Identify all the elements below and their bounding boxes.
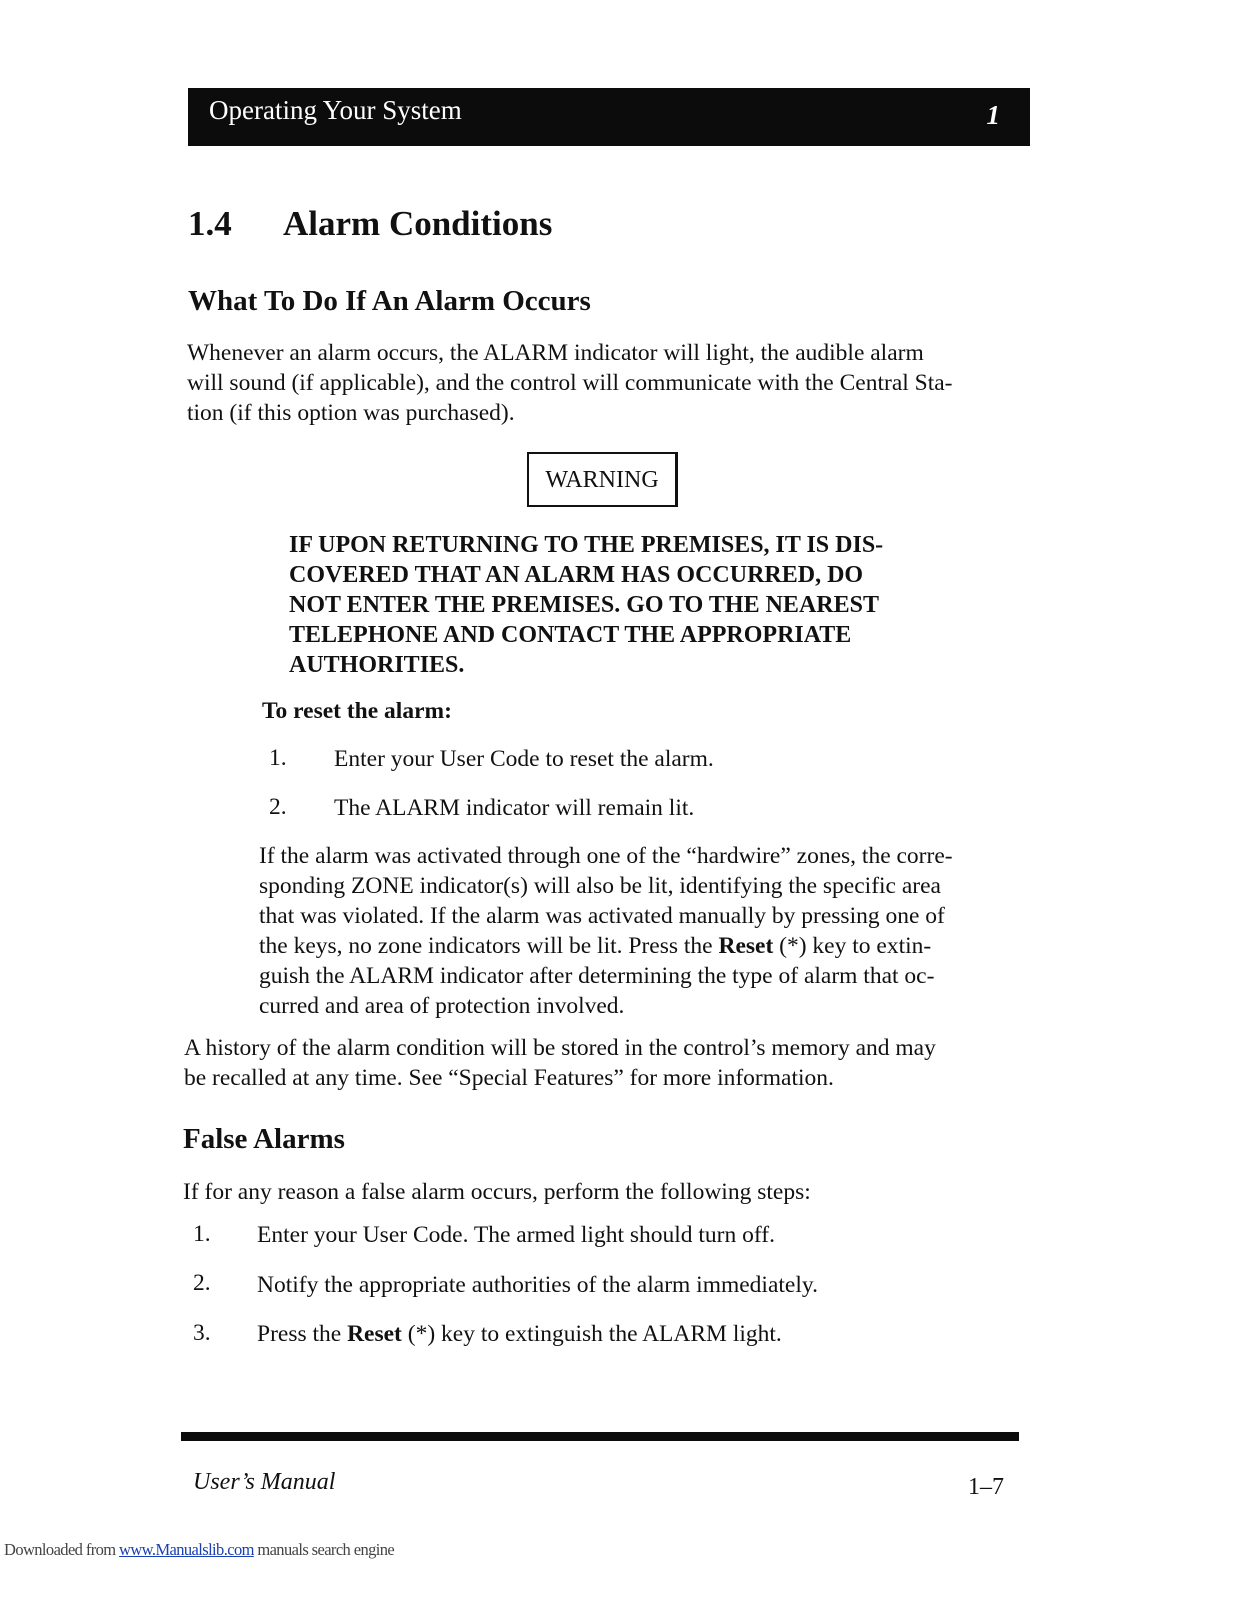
chapter-number: 1: [986, 100, 1000, 130]
chapter-header-bar: [188, 88, 1030, 146]
footer-page-number: 1–7: [968, 1474, 1004, 1500]
text-line: Whenever an alarm occurs, the ALARM indicator will light, the audible alarm: [187, 340, 924, 366]
text-line: guish the ALARM indicator after determining the type of alarm that oc-: [259, 963, 935, 989]
text-line: will sound (if applicable), and the control will communicate with the Central Sta-: [187, 370, 953, 396]
reset-step-number: 2.: [269, 794, 287, 820]
false-alarm-step-number: 2.: [193, 1270, 211, 1296]
source-link[interactable]: www.Manualslib.com: [119, 1540, 254, 1559]
reset-key-label: Reset: [718, 933, 774, 959]
false-alarm-step-number: 3.: [193, 1320, 211, 1346]
warning-line: IF UPON RETURNING TO THE PREMISES, IT IS DIS-: [289, 532, 884, 558]
false-alarm-step-number: 1.: [193, 1221, 211, 1247]
warning-line: AUTHORITIES.: [289, 652, 465, 678]
text-line: that was violated. If the alarm was activated manually by pressing one of: [259, 903, 945, 929]
text-line: curred and area of protection involved.: [259, 993, 625, 1019]
section-title: Alarm Conditions: [283, 204, 553, 243]
text-line: A history of the alarm condition will be stored in the control’s memory and may: [184, 1035, 936, 1061]
text-line: sponding ZONE indicator(s) will also be lit, identifying the specific area: [259, 873, 941, 899]
false-alarms-heading: False Alarms: [183, 1123, 345, 1155]
reset-step-text: Enter your User Code to reset the alarm.: [334, 746, 714, 772]
detail-paragraph: [259, 841, 1023, 1021]
reset-step-number: 1.: [269, 745, 287, 771]
chapter-header-title: Operating Your System: [209, 95, 462, 125]
reset-step-text: The ALARM indicator will remain lit.: [334, 795, 695, 821]
intro-paragraph: [187, 338, 1025, 428]
footer-manual-title: User’s Manual: [193, 1469, 336, 1495]
source-prefix: Downloaded from: [4, 1540, 120, 1559]
text-run: Press the: [257, 1321, 348, 1347]
warning-line: TELEPHONE AND CONTACT THE APPROPRIATE: [289, 622, 852, 648]
warning-text: [289, 530, 923, 680]
text-run: (*) key to extin-: [773, 933, 932, 959]
text-run: (*) key to extinguish the ALARM light.: [401, 1321, 782, 1347]
footer-rule: [181, 1432, 1019, 1441]
text-line: [259, 931, 1023, 961]
history-paragraph: [184, 1033, 1022, 1093]
warning-line: NOT ENTER THE PREMISES. GO TO THE NEAREST: [289, 592, 879, 618]
text-line: tion (if this option was purchased).: [187, 400, 515, 426]
warning-line: COVERED THAT AN ALARM HAS OCCURRED, DO: [289, 562, 864, 588]
reset-heading: To reset the alarm:: [262, 698, 452, 724]
false-alarms-intro: If for any reason a false alarm occurs, perform the following steps:: [183, 1179, 811, 1205]
false-alarm-step-text: [257, 1321, 782, 1348]
source-suffix: manuals search engine: [253, 1540, 395, 1559]
text-run: the keys, no zone indicators will be lit. Press the: [259, 933, 719, 959]
text-line: be recalled at any time. See “Special Features” for more information.: [184, 1065, 834, 1091]
warning-label-box: [527, 452, 678, 507]
false-alarm-step-text: Enter your User Code. The armed light should turn off.: [257, 1222, 775, 1248]
text-line: If the alarm was activated through one of the “hardwire” zones, the corre-: [259, 843, 953, 869]
section-number: 1.4: [188, 204, 232, 243]
warning-label: WARNING: [545, 467, 659, 493]
download-source-line: [4, 1540, 394, 1560]
what-to-do-heading: What To Do If An Alarm Occurs: [188, 285, 591, 317]
false-alarm-step-text: Notify the appropriate authorities of the alarm immediately.: [257, 1272, 818, 1298]
reset-key-label: Reset: [347, 1321, 402, 1347]
